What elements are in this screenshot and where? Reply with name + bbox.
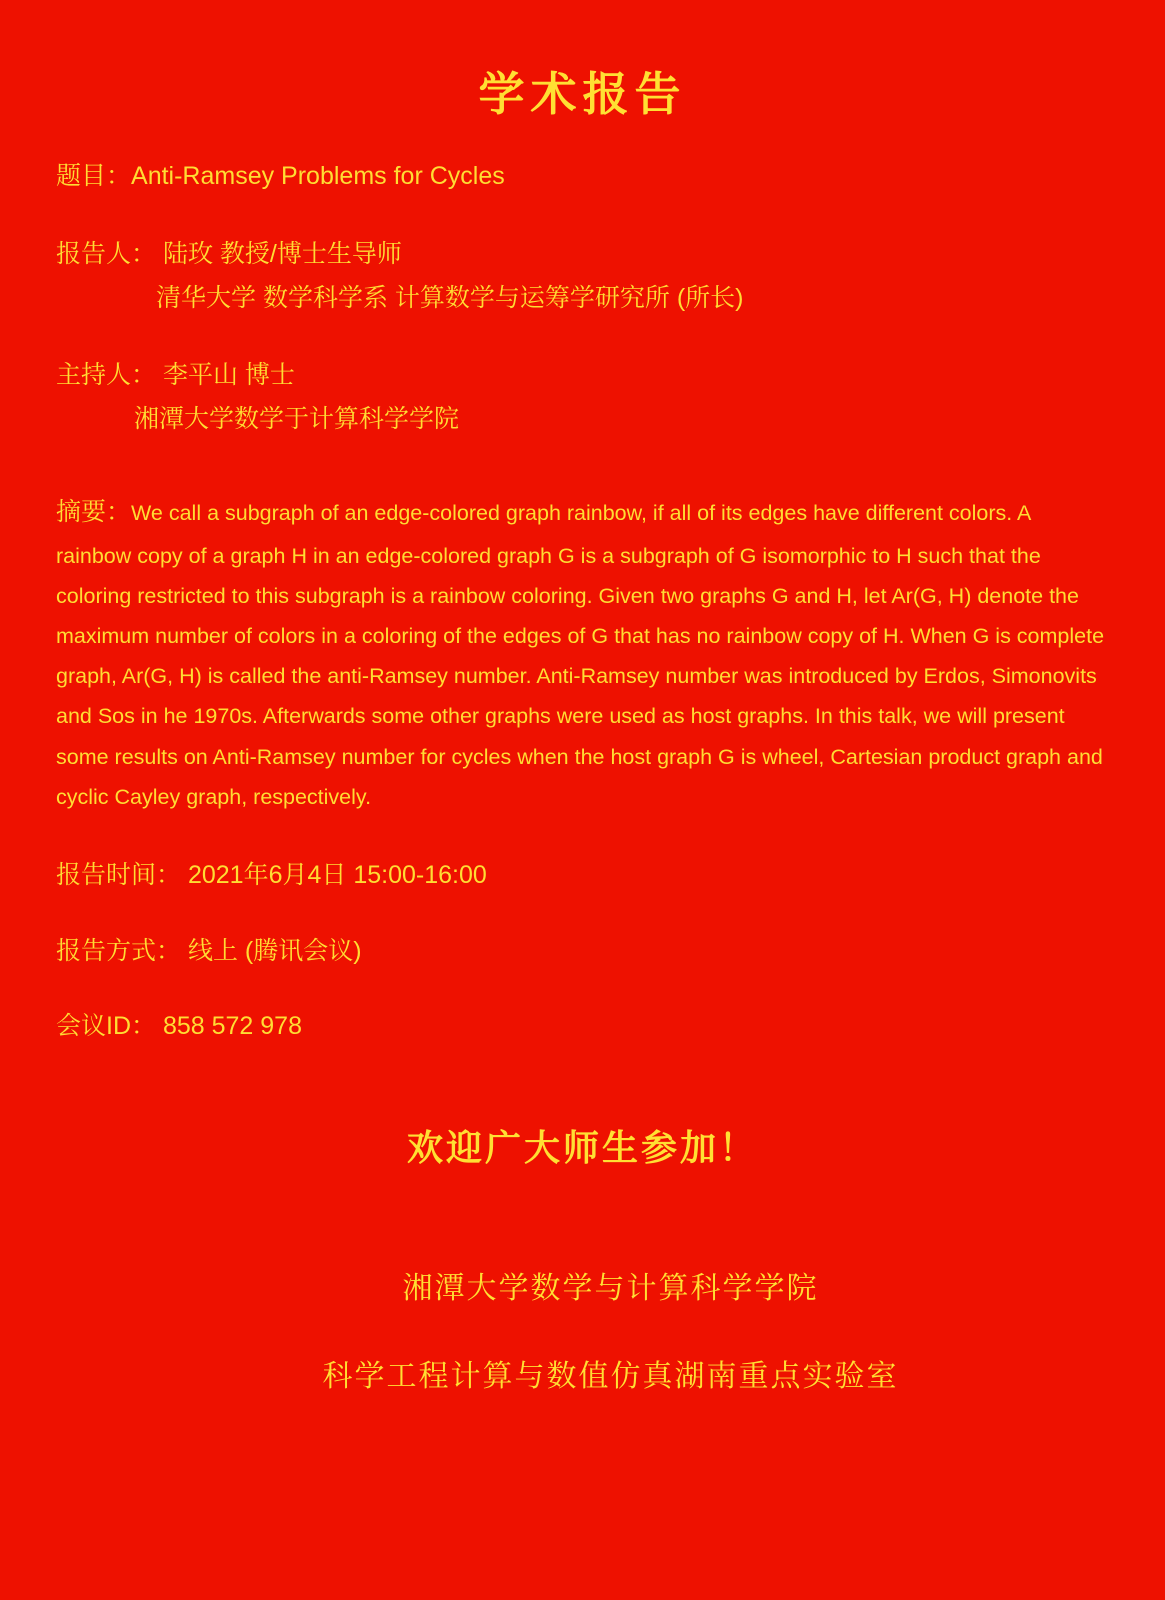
- time-row: [56, 859, 1109, 893]
- abstract-text: We call a subgraph of an edge-colored graph rainbow, if all of its edges have different colors. A rainbow copy of a graph H in an edge-colored graph G is a subgraph of G isomorphic to H such that the coloring restricted to this subgraph is a rainbow coloring. Given two graphs G and H, let Ar(G, H) denote the maximum number of colors in a coloring of the edges of G that has no rainbow copy of H. When G is complete graph, Ar(G, H) is called the anti-Ramsey number. Anti-Ramsey number was introduced by Erdos, Simonovits and Sos in he 1970s. Afterwards some other graphs were used as host graphs. In this talk, we will present some results on Anti-Ramsey number for cycles when the host graph G is wheel, Cartesian product graph and cyclic Cayley graph, respectively.: [56, 500, 1105, 809]
- mode-line: [56, 935, 1109, 969]
- footer-org-primary: 湘潭大学数学与计算科学学院: [402, 1271, 819, 1307]
- footer-org-secondary: 科学工程计算与数值仿真湖南重点实验室: [322, 1359, 899, 1395]
- speaker-affiliation: 清华大学 数学科学系 计算数学与运筹学研究所 (所长): [156, 283, 744, 312]
- meeting-id-line: [56, 1010, 1109, 1044]
- speaker-value: 陆玫 教授/博士生导师: [156, 239, 402, 268]
- poster-body: [0, 160, 1165, 1395]
- host-value: 李平山 博士: [156, 361, 295, 390]
- topic-label: 题目：: [56, 162, 132, 190]
- host-label: 主持人：: [56, 361, 157, 390]
- speaker-label: 报告人：: [56, 239, 157, 268]
- abstract-label: 摘要：: [56, 497, 132, 526]
- time-label: 报告时间：: [56, 860, 182, 889]
- topic-value: Anti-Ramsey Problems for Cycles: [131, 162, 505, 190]
- meeting-id-value: 858 572 978: [156, 1012, 302, 1041]
- footer: [56, 1263, 1109, 1395]
- time-line: [56, 859, 1109, 893]
- meeting-id-row: [56, 1010, 1109, 1044]
- welcome-message: 欢迎广大师生参加！: [406, 1127, 758, 1170]
- speaker-row: [56, 238, 1109, 272]
- topic-row: [56, 160, 1109, 194]
- time-value: 2021年6月4日 15:00-16:00: [181, 860, 487, 889]
- abstract-block: [56, 489, 1109, 817]
- mode-value: 线上 (腾讯会议): [181, 936, 362, 965]
- mode-row: [56, 935, 1109, 969]
- mode-label: 报告方式：: [56, 936, 182, 965]
- meeting-id-label: 会议ID：: [56, 1012, 157, 1041]
- host-affiliation: 湘潭大学数学于计算科学学院: [134, 405, 460, 433]
- host-row: [56, 359, 1109, 393]
- page-title: 学术报告: [478, 67, 687, 121]
